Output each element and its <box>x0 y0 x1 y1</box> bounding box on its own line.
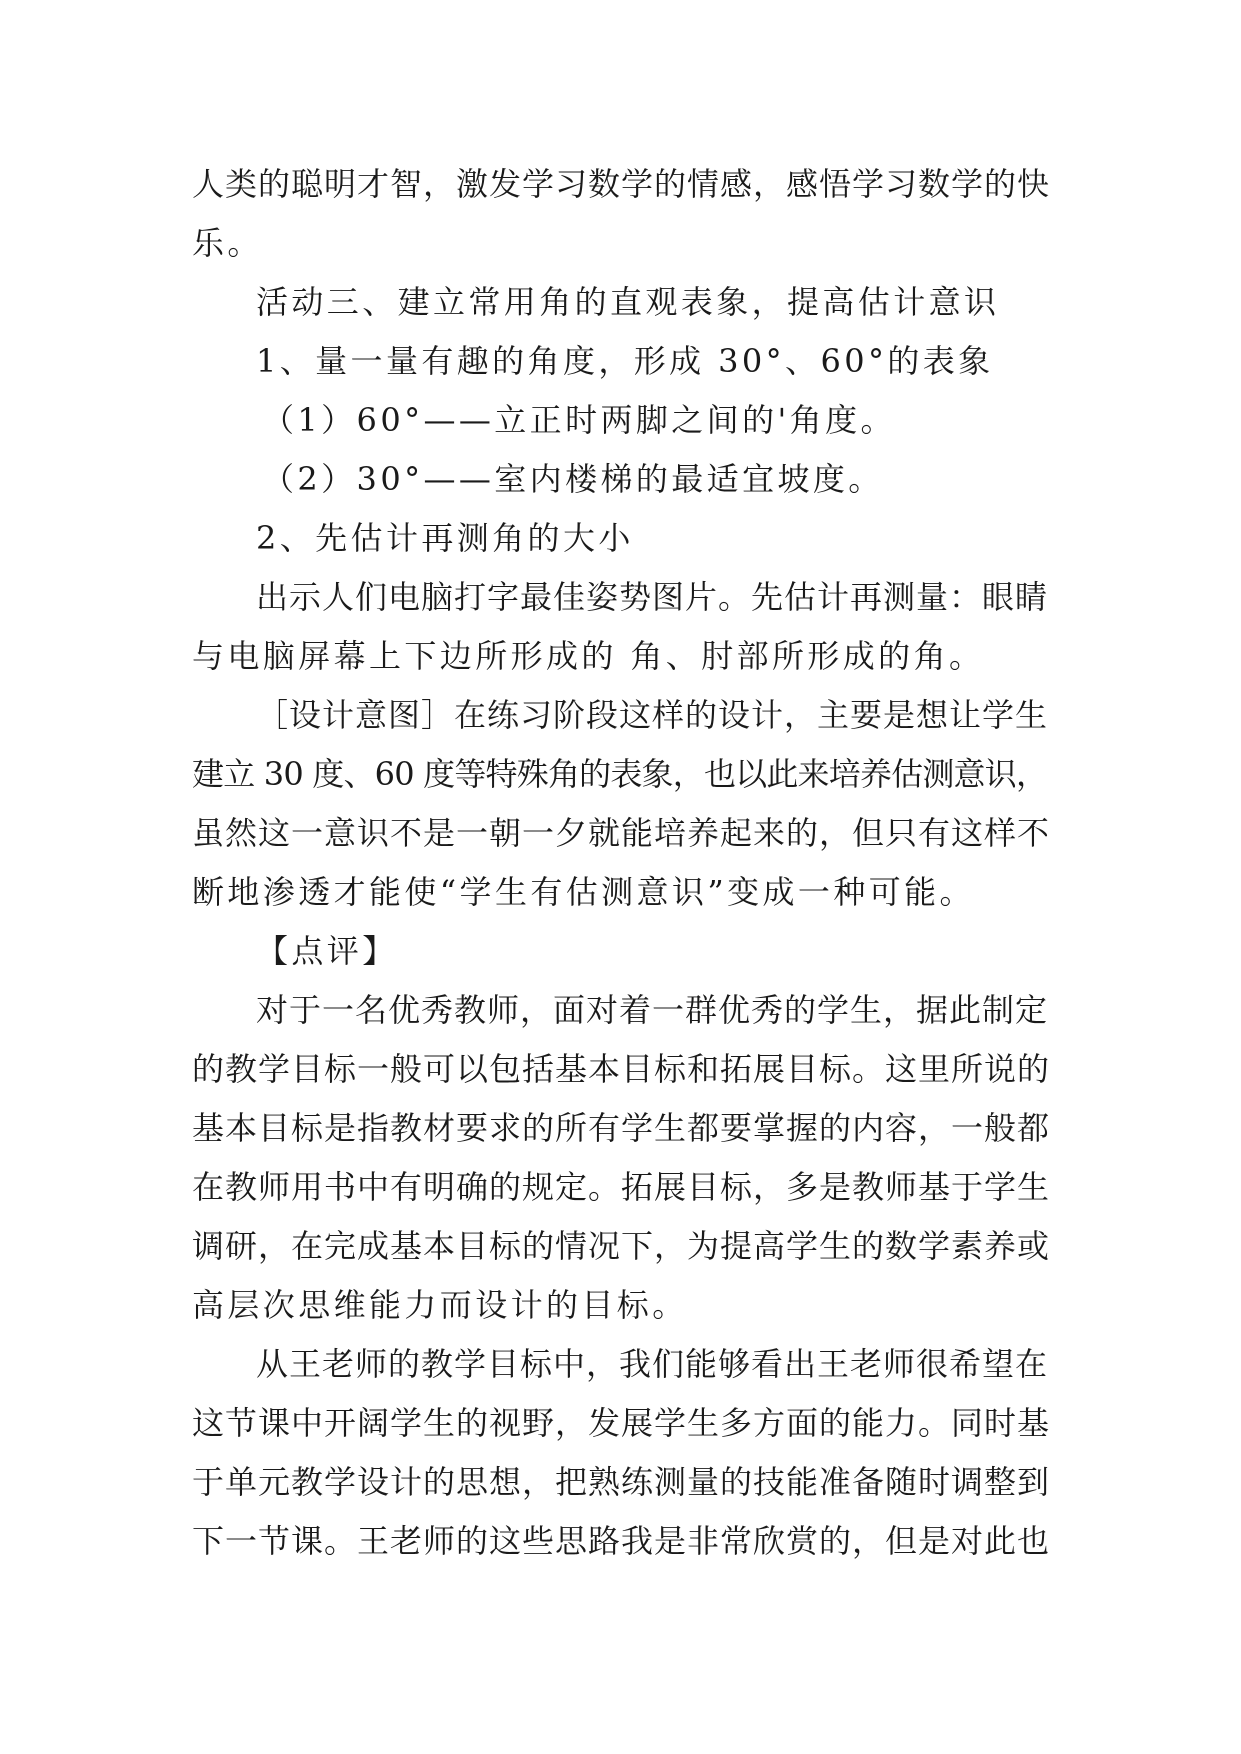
section-heading: 活动三、建立常用角的直观表象，提高估计意识 <box>256 283 1000 321</box>
list-subitem: （1）60°——立正时两脚之间的'角度。 <box>262 401 896 439</box>
text-line: 高层次思维能力而设计的目标。 <box>192 1286 688 1324</box>
text-line: 调研，在完成基本目标的情况下，为提高学生的数学素养或 <box>192 1227 1051 1265</box>
text-line: 的教学目标一般可以包括基本目标和拓展目标。这里所说的 <box>192 1050 1051 1088</box>
text-line: 断地渗透才能使“学生有估测意识”变成一种可能。 <box>192 873 975 911</box>
text-line: 人类的聪明才智，激发学习数学的情感，感悟学习数学的快 <box>192 165 1051 203</box>
text-line: 对于一名优秀教师，面对着一群优秀的学生，据此制定 <box>256 991 1049 1029</box>
list-item: 1、量一量有趣的角度，形成 30°、60°的表象 <box>256 342 994 380</box>
text-line: 这节课中开阔学生的视野，发展学生多方面的能力。同时基 <box>192 1404 1051 1442</box>
comment-heading: 【点评】 <box>256 932 398 970</box>
text-line: 虽然这一意识不是一朝一夕就能培养起来的，但只有这样不 <box>192 814 1051 852</box>
text-line: 建立 30 度、60 度等特殊角的表象，也以此来培养估测意识， <box>192 755 1048 793</box>
text-line: 基本目标是指教材要求的所有学生都要掌握的内容，一般都 <box>192 1109 1051 1147</box>
text-line: 从王老师的教学目标中，我们能够看出王老师很希望在 <box>256 1345 1049 1383</box>
design-intent-line: ［设计意图］在练习阶段这样的设计，主要是想让学生 <box>256 696 1049 734</box>
text-line: 于单元教学设计的思想，把熟练测量的技能准备随时调整到 <box>192 1463 1051 1501</box>
text-line: 出示人们电脑打字最佳姿势图片。先估计再测量：眼睛 <box>256 578 1049 616</box>
text-line: 乐。 <box>192 224 263 262</box>
list-item: 2、先估计再测角的大小 <box>256 519 634 557</box>
list-subitem: （2）30°——室内楼梯的最适宜坡度。 <box>262 460 884 498</box>
text-line: 在教师用书中有明确的规定。拓展目标，多是教师基于学生 <box>192 1168 1051 1206</box>
text-line: 下一节课。王老师的这些思路我是非常欣赏的，但是对此也 <box>192 1522 1051 1560</box>
text-line: 与电脑屏幕上下边所形成的 角、肘部所形成的角。 <box>192 637 985 675</box>
